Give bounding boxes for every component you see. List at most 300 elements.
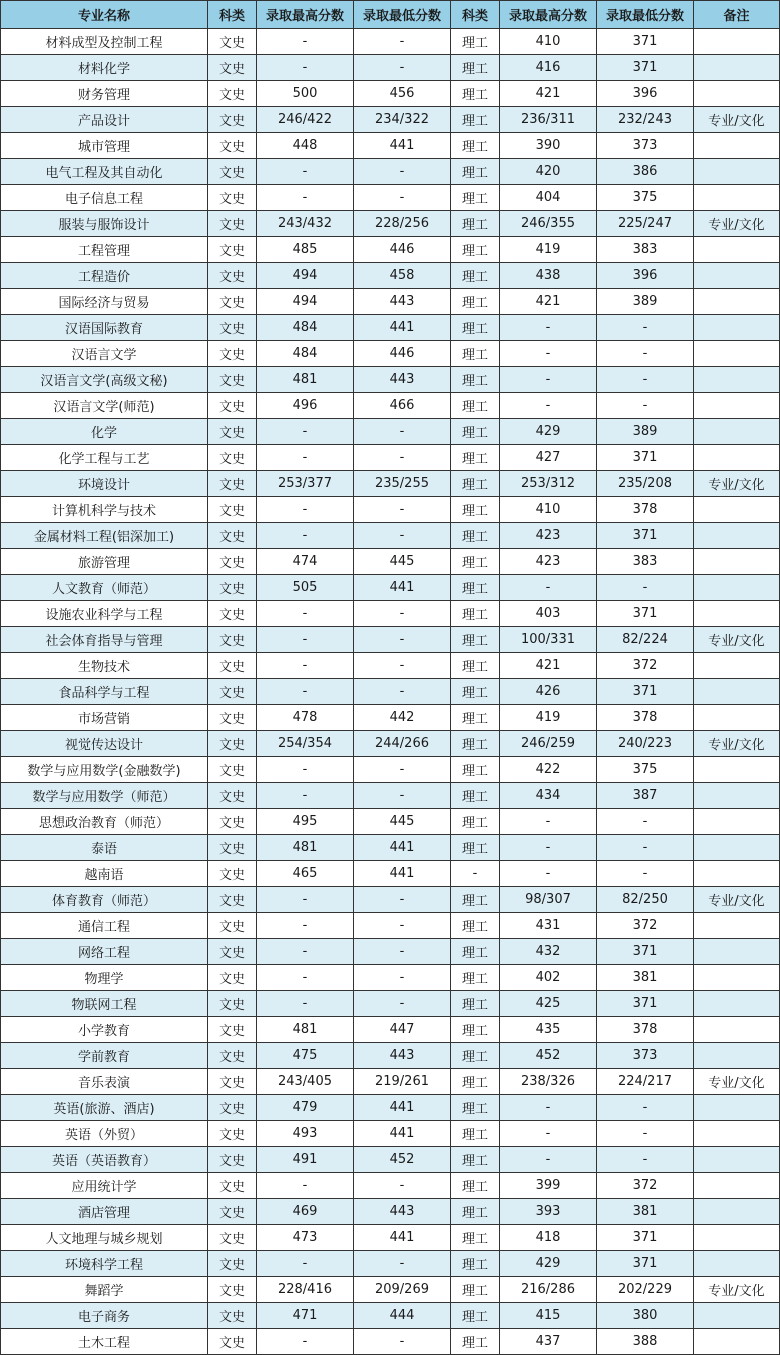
major-name-cell: 电子信息工程 — [1, 185, 208, 211]
science-max-score-cell: 426 — [500, 679, 597, 705]
arts-max-score-cell: - — [257, 29, 354, 55]
science-max-score-cell: - — [500, 575, 597, 601]
science-min-score-cell: 381 — [597, 1199, 694, 1225]
major-name-cell: 产品设计 — [1, 107, 208, 133]
science-min-score-cell: 371 — [597, 29, 694, 55]
science-max-score-cell: 432 — [500, 939, 597, 965]
remarks-cell — [694, 965, 780, 991]
major-name-cell: 汉语国际教育 — [1, 315, 208, 341]
arts-max-score-cell: - — [257, 913, 354, 939]
arts-min-score-cell: - — [354, 29, 451, 55]
science-max-score-cell: - — [500, 315, 597, 341]
table-row — [1, 341, 780, 367]
arts-category-cell: 文史 — [208, 289, 257, 315]
science-max-score-cell: 429 — [500, 419, 597, 445]
major-name-cell: 工程造价 — [1, 263, 208, 289]
arts-max-score-cell: - — [257, 1329, 354, 1355]
remarks-cell — [694, 1225, 780, 1251]
table-row — [1, 965, 780, 991]
remarks-cell — [694, 783, 780, 809]
arts-category-cell: 文史 — [208, 185, 257, 211]
header-science-category: 科类 — [451, 1, 500, 29]
science-max-score-cell: 390 — [500, 133, 597, 159]
header-arts-max-score: 录取最高分数 — [257, 1, 354, 29]
science-max-score-cell: 100/331 — [500, 627, 597, 653]
arts-min-score-cell: - — [354, 419, 451, 445]
remarks-cell — [694, 341, 780, 367]
science-category-cell: 理工 — [451, 1043, 500, 1069]
science-category-cell: 理工 — [451, 1121, 500, 1147]
arts-max-score-cell: 471 — [257, 1303, 354, 1329]
arts-category-cell: 文史 — [208, 653, 257, 679]
arts-max-score-cell: 493 — [257, 1121, 354, 1147]
arts-min-score-cell: - — [354, 783, 451, 809]
science-category-cell: 理工 — [451, 627, 500, 653]
arts-max-score-cell: 228/416 — [257, 1277, 354, 1303]
science-min-score-cell: 371 — [597, 1251, 694, 1277]
arts-category-cell: 文史 — [208, 1199, 257, 1225]
remarks-cell — [694, 1173, 780, 1199]
science-category-cell: 理工 — [451, 575, 500, 601]
science-min-score-cell: 396 — [597, 81, 694, 107]
table-header — [1, 1, 780, 29]
arts-min-score-cell: - — [354, 523, 451, 549]
arts-category-cell: 文史 — [208, 523, 257, 549]
science-max-score-cell: 419 — [500, 237, 597, 263]
arts-min-score-cell: - — [354, 887, 451, 913]
arts-min-score-cell: 456 — [354, 81, 451, 107]
arts-max-score-cell: 479 — [257, 1095, 354, 1121]
arts-category-cell: 文史 — [208, 1121, 257, 1147]
major-name-cell: 数学与应用数学(金融数学) — [1, 757, 208, 783]
arts-max-score-cell: - — [257, 965, 354, 991]
major-name-cell: 越南语 — [1, 861, 208, 887]
science-max-score-cell: 403 — [500, 601, 597, 627]
table-row — [1, 55, 780, 81]
science-category-cell: 理工 — [451, 1199, 500, 1225]
major-name-cell: 酒店管理 — [1, 1199, 208, 1225]
header-remarks: 备注 — [694, 1, 780, 29]
science-max-score-cell: 423 — [500, 549, 597, 575]
remarks-cell — [694, 445, 780, 471]
science-category-cell: 理工 — [451, 133, 500, 159]
arts-category-cell: 文史 — [208, 419, 257, 445]
major-name-cell: 金属材料工程(铝深加工) — [1, 523, 208, 549]
arts-min-score-cell: 441 — [354, 835, 451, 861]
science-max-score-cell: 420 — [500, 159, 597, 185]
remarks-cell — [694, 939, 780, 965]
arts-max-score-cell: - — [257, 419, 354, 445]
science-category-cell: 理工 — [451, 471, 500, 497]
arts-max-score-cell: - — [257, 1251, 354, 1277]
science-min-score-cell: 389 — [597, 419, 694, 445]
table-row — [1, 913, 780, 939]
arts-min-score-cell: 441 — [354, 1095, 451, 1121]
remarks-cell — [694, 419, 780, 445]
science-min-score-cell: 371 — [597, 55, 694, 81]
science-max-score-cell: 423 — [500, 523, 597, 549]
arts-category-cell: 文史 — [208, 393, 257, 419]
science-min-score-cell: 371 — [597, 445, 694, 471]
science-max-score-cell: 438 — [500, 263, 597, 289]
arts-max-score-cell: 465 — [257, 861, 354, 887]
science-max-score-cell: 216/286 — [500, 1277, 597, 1303]
arts-category-cell: 文史 — [208, 809, 257, 835]
arts-min-score-cell: - — [354, 939, 451, 965]
science-min-score-cell: - — [597, 809, 694, 835]
arts-category-cell: 文史 — [208, 237, 257, 263]
major-name-cell: 环境科学工程 — [1, 1251, 208, 1277]
remarks-cell: 专业/文化 — [694, 1277, 780, 1303]
arts-category-cell: 文史 — [208, 887, 257, 913]
science-min-score-cell: 371 — [597, 679, 694, 705]
table-row — [1, 783, 780, 809]
major-name-cell: 国际经济与贸易 — [1, 289, 208, 315]
arts-max-score-cell: - — [257, 939, 354, 965]
science-min-score-cell: - — [597, 1121, 694, 1147]
major-name-cell: 土木工程 — [1, 1329, 208, 1355]
remarks-cell — [694, 809, 780, 835]
table-row — [1, 549, 780, 575]
arts-min-score-cell: - — [354, 913, 451, 939]
arts-max-score-cell: - — [257, 653, 354, 679]
science-max-score-cell: - — [500, 809, 597, 835]
science-min-score-cell: - — [597, 341, 694, 367]
science-max-score-cell: 419 — [500, 705, 597, 731]
arts-category-cell: 文史 — [208, 1277, 257, 1303]
arts-category-cell: 文史 — [208, 601, 257, 627]
arts-min-score-cell: 443 — [354, 1043, 451, 1069]
arts-min-score-cell: - — [354, 445, 451, 471]
science-category-cell: 理工 — [451, 185, 500, 211]
arts-max-score-cell: 243/405 — [257, 1069, 354, 1095]
arts-max-score-cell: 253/377 — [257, 471, 354, 497]
science-min-score-cell: 378 — [597, 705, 694, 731]
science-max-score-cell: 431 — [500, 913, 597, 939]
arts-max-score-cell: - — [257, 497, 354, 523]
remarks-cell — [694, 1147, 780, 1173]
arts-min-score-cell: - — [354, 757, 451, 783]
science-category-cell: 理工 — [451, 809, 500, 835]
arts-max-score-cell: - — [257, 679, 354, 705]
science-max-score-cell: - — [500, 367, 597, 393]
arts-min-score-cell: - — [354, 991, 451, 1017]
header-major-name: 专业名称 — [1, 1, 208, 29]
arts-max-score-cell: - — [257, 1173, 354, 1199]
remarks-cell — [694, 393, 780, 419]
table-row — [1, 757, 780, 783]
science-min-score-cell: 381 — [597, 965, 694, 991]
science-max-score-cell: - — [500, 341, 597, 367]
arts-category-cell: 文史 — [208, 445, 257, 471]
table-row — [1, 523, 780, 549]
arts-category-cell: 文史 — [208, 991, 257, 1017]
table-row — [1, 29, 780, 55]
table-row — [1, 367, 780, 393]
science-min-score-cell: 378 — [597, 497, 694, 523]
science-min-score-cell: 371 — [597, 1225, 694, 1251]
arts-category-cell: 文史 — [208, 757, 257, 783]
arts-category-cell: 文史 — [208, 55, 257, 81]
major-name-cell: 化学 — [1, 419, 208, 445]
science-min-score-cell: 225/247 — [597, 211, 694, 237]
arts-min-score-cell: 441 — [354, 861, 451, 887]
table-row — [1, 263, 780, 289]
science-max-score-cell: 253/312 — [500, 471, 597, 497]
science-max-score-cell: 418 — [500, 1225, 597, 1251]
remarks-cell — [694, 1017, 780, 1043]
science-category-cell: 理工 — [451, 497, 500, 523]
science-min-score-cell: 373 — [597, 1043, 694, 1069]
remarks-cell — [694, 289, 780, 315]
major-name-cell: 市场营销 — [1, 705, 208, 731]
arts-max-score-cell: 484 — [257, 315, 354, 341]
science-min-score-cell: 240/223 — [597, 731, 694, 757]
remarks-cell — [694, 549, 780, 575]
science-min-score-cell: 386 — [597, 159, 694, 185]
science-category-cell: 理工 — [451, 1017, 500, 1043]
arts-max-score-cell: 494 — [257, 289, 354, 315]
arts-category-cell: 文史 — [208, 471, 257, 497]
arts-category-cell: 文史 — [208, 913, 257, 939]
science-category-cell: 理工 — [451, 679, 500, 705]
science-max-score-cell: 452 — [500, 1043, 597, 1069]
arts-category-cell: 文史 — [208, 81, 257, 107]
science-category-cell: 理工 — [451, 1329, 500, 1355]
arts-category-cell: 文史 — [208, 1017, 257, 1043]
arts-category-cell: 文史 — [208, 939, 257, 965]
arts-max-score-cell: 496 — [257, 393, 354, 419]
arts-min-score-cell: 441 — [354, 315, 451, 341]
arts-max-score-cell: 475 — [257, 1043, 354, 1069]
arts-max-score-cell: 484 — [257, 341, 354, 367]
science-min-score-cell: 389 — [597, 289, 694, 315]
science-category-cell: 理工 — [451, 367, 500, 393]
table-row — [1, 1095, 780, 1121]
science-category-cell: 理工 — [451, 1225, 500, 1251]
arts-category-cell: 文史 — [208, 1147, 257, 1173]
science-max-score-cell: 410 — [500, 29, 597, 55]
arts-max-score-cell: - — [257, 185, 354, 211]
arts-max-score-cell: - — [257, 55, 354, 81]
remarks-cell — [694, 1121, 780, 1147]
science-min-score-cell: 371 — [597, 523, 694, 549]
science-category-cell: 理工 — [451, 835, 500, 861]
science-min-score-cell: 371 — [597, 601, 694, 627]
remarks-cell: 专业/文化 — [694, 107, 780, 133]
major-name-cell: 财务管理 — [1, 81, 208, 107]
arts-category-cell: 文史 — [208, 731, 257, 757]
science-min-score-cell: 375 — [597, 757, 694, 783]
major-name-cell: 数学与应用数学（师范） — [1, 783, 208, 809]
remarks-cell — [694, 263, 780, 289]
table-row — [1, 211, 780, 237]
table-row — [1, 1173, 780, 1199]
science-min-score-cell: 202/229 — [597, 1277, 694, 1303]
header-row — [1, 1, 780, 29]
major-name-cell: 生物技术 — [1, 653, 208, 679]
major-name-cell: 体育教育（师范） — [1, 887, 208, 913]
science-category-cell: 理工 — [451, 55, 500, 81]
science-max-score-cell: - — [500, 1121, 597, 1147]
remarks-cell: 专业/文化 — [694, 627, 780, 653]
arts-category-cell: 文史 — [208, 575, 257, 601]
major-name-cell: 计算机科学与技术 — [1, 497, 208, 523]
science-max-score-cell: 410 — [500, 497, 597, 523]
table-row — [1, 1225, 780, 1251]
table-row — [1, 1329, 780, 1355]
remarks-cell — [694, 991, 780, 1017]
arts-min-score-cell: - — [354, 601, 451, 627]
science-max-score-cell: 402 — [500, 965, 597, 991]
arts-max-score-cell: - — [257, 757, 354, 783]
arts-min-score-cell: 219/261 — [354, 1069, 451, 1095]
science-min-score-cell: 378 — [597, 1017, 694, 1043]
header-arts-category: 科类 — [208, 1, 257, 29]
major-name-cell: 泰语 — [1, 835, 208, 861]
arts-category-cell: 文史 — [208, 965, 257, 991]
table-row — [1, 289, 780, 315]
major-name-cell: 食品科学与工程 — [1, 679, 208, 705]
table-row — [1, 107, 780, 133]
remarks-cell — [694, 237, 780, 263]
remarks-cell — [694, 861, 780, 887]
science-min-score-cell: 82/224 — [597, 627, 694, 653]
science-category-cell: 理工 — [451, 757, 500, 783]
arts-category-cell: 文史 — [208, 679, 257, 705]
science-category-cell: 理工 — [451, 913, 500, 939]
science-max-score-cell: 238/326 — [500, 1069, 597, 1095]
major-name-cell: 服装与服饰设计 — [1, 211, 208, 237]
arts-max-score-cell: 491 — [257, 1147, 354, 1173]
table-row — [1, 393, 780, 419]
major-name-cell: 英语（外贸） — [1, 1121, 208, 1147]
major-name-cell: 舞蹈学 — [1, 1277, 208, 1303]
arts-min-score-cell: 443 — [354, 289, 451, 315]
arts-min-score-cell: 452 — [354, 1147, 451, 1173]
arts-min-score-cell: 446 — [354, 237, 451, 263]
arts-min-score-cell: 441 — [354, 1225, 451, 1251]
science-category-cell: 理工 — [451, 731, 500, 757]
arts-min-score-cell: 244/266 — [354, 731, 451, 757]
arts-min-score-cell: 228/256 — [354, 211, 451, 237]
science-max-score-cell: 427 — [500, 445, 597, 471]
arts-min-score-cell: 209/269 — [354, 1277, 451, 1303]
arts-max-score-cell: - — [257, 991, 354, 1017]
arts-category-cell: 文史 — [208, 627, 257, 653]
header-science-min-score: 录取最低分数 — [597, 1, 694, 29]
science-category-cell: 理工 — [451, 549, 500, 575]
major-name-cell: 英语（英语教育） — [1, 1147, 208, 1173]
science-category-cell: 理工 — [451, 783, 500, 809]
science-min-score-cell: 383 — [597, 237, 694, 263]
science-min-score-cell: - — [597, 1147, 694, 1173]
arts-category-cell: 文史 — [208, 1173, 257, 1199]
remarks-cell — [694, 185, 780, 211]
science-max-score-cell: 393 — [500, 1199, 597, 1225]
science-category-cell: 理工 — [451, 939, 500, 965]
major-name-cell: 小学教育 — [1, 1017, 208, 1043]
arts-category-cell: 文史 — [208, 341, 257, 367]
remarks-cell — [694, 55, 780, 81]
arts-category-cell: 文史 — [208, 367, 257, 393]
arts-category-cell: 文史 — [208, 705, 257, 731]
remarks-cell — [694, 1303, 780, 1329]
remarks-cell: 专业/文化 — [694, 211, 780, 237]
table-row — [1, 627, 780, 653]
science-min-score-cell: - — [597, 393, 694, 419]
arts-max-score-cell: 500 — [257, 81, 354, 107]
table-row — [1, 1199, 780, 1225]
remarks-cell — [694, 1329, 780, 1355]
science-min-score-cell: - — [597, 315, 694, 341]
arts-max-score-cell: 478 — [257, 705, 354, 731]
science-category-cell: 理工 — [451, 965, 500, 991]
major-name-cell: 化学工程与工艺 — [1, 445, 208, 471]
science-min-score-cell: 232/243 — [597, 107, 694, 133]
table-row — [1, 159, 780, 185]
arts-min-score-cell: 443 — [354, 367, 451, 393]
major-name-cell: 汉语言文学(高级文秘) — [1, 367, 208, 393]
arts-min-score-cell: - — [354, 679, 451, 705]
science-max-score-cell: 434 — [500, 783, 597, 809]
science-min-score-cell: 373 — [597, 133, 694, 159]
arts-min-score-cell: 444 — [354, 1303, 451, 1329]
arts-category-cell: 文史 — [208, 1069, 257, 1095]
science-category-cell: - — [451, 861, 500, 887]
table-body — [1, 29, 780, 1355]
remarks-cell: 专业/文化 — [694, 471, 780, 497]
science-min-score-cell: - — [597, 861, 694, 887]
arts-min-score-cell: 234/322 — [354, 107, 451, 133]
remarks-cell — [694, 1095, 780, 1121]
table-row — [1, 679, 780, 705]
science-max-score-cell: - — [500, 1147, 597, 1173]
major-name-cell: 设施农业科学与工程 — [1, 601, 208, 627]
remarks-cell — [694, 29, 780, 55]
table-row — [1, 1069, 780, 1095]
remarks-cell — [694, 367, 780, 393]
science-max-score-cell: 422 — [500, 757, 597, 783]
science-category-cell: 理工 — [451, 107, 500, 133]
arts-min-score-cell: - — [354, 653, 451, 679]
table-row — [1, 419, 780, 445]
science-category-cell: 理工 — [451, 341, 500, 367]
major-name-cell: 材料成型及控制工程 — [1, 29, 208, 55]
header-arts-min-score: 录取最低分数 — [354, 1, 451, 29]
science-category-cell: 理工 — [451, 1095, 500, 1121]
table-row — [1, 601, 780, 627]
arts-category-cell: 文史 — [208, 1043, 257, 1069]
science-category-cell: 理工 — [451, 1069, 500, 1095]
science-category-cell: 理工 — [451, 1173, 500, 1199]
remarks-cell — [694, 1251, 780, 1277]
arts-category-cell: 文史 — [208, 133, 257, 159]
arts-max-score-cell: 243/432 — [257, 211, 354, 237]
table-row — [1, 81, 780, 107]
remarks-cell — [694, 497, 780, 523]
science-min-score-cell: 387 — [597, 783, 694, 809]
science-max-score-cell: 437 — [500, 1329, 597, 1355]
arts-min-score-cell: - — [354, 1251, 451, 1277]
major-name-cell: 学前教育 — [1, 1043, 208, 1069]
arts-category-cell: 文史 — [208, 211, 257, 237]
major-name-cell: 思想政治教育（师范） — [1, 809, 208, 835]
table-row — [1, 939, 780, 965]
science-min-score-cell: 371 — [597, 939, 694, 965]
major-name-cell: 人文教育（师范） — [1, 575, 208, 601]
science-category-cell: 理工 — [451, 263, 500, 289]
